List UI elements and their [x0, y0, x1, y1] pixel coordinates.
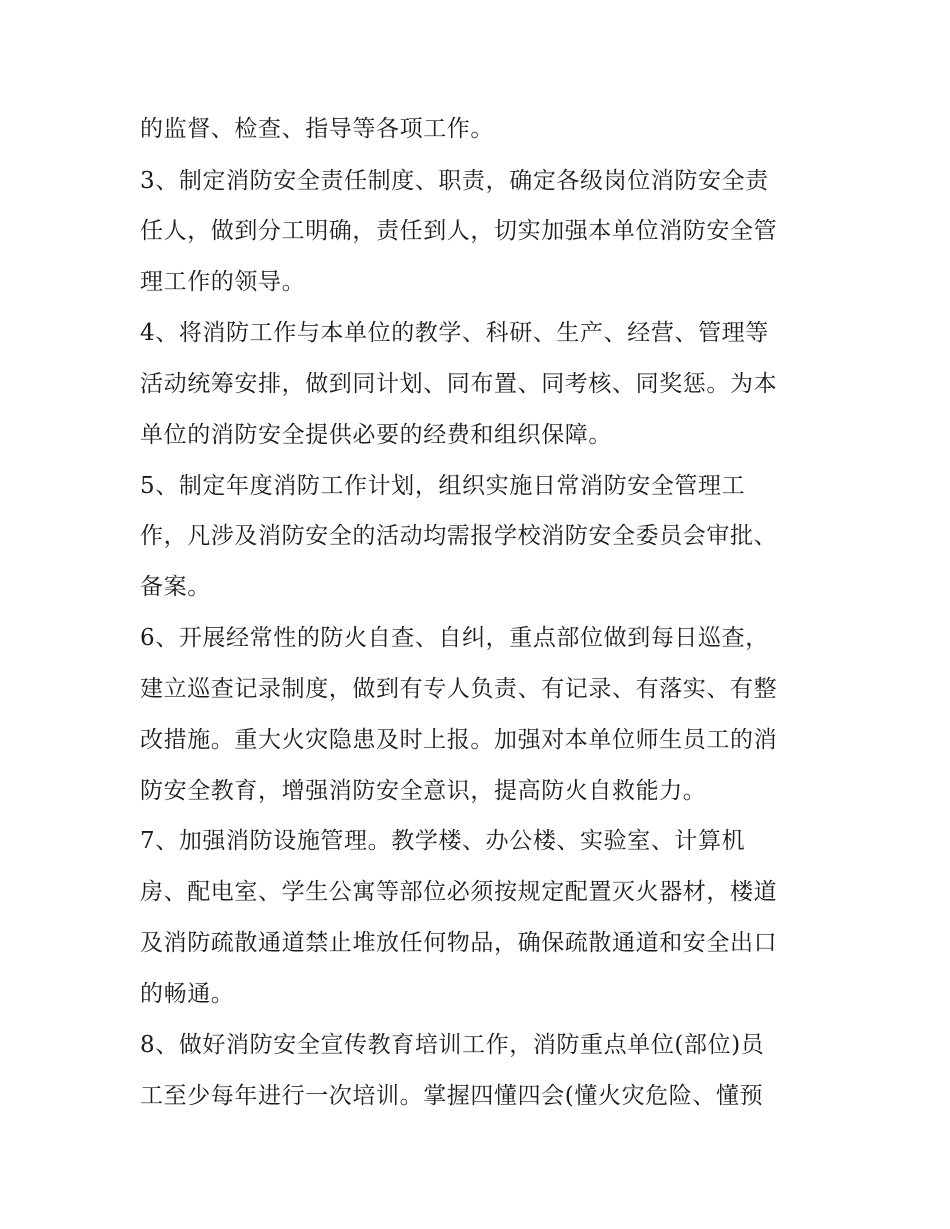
- text-line: 作，凡涉及消防安全的活动均需报学校消防安全委员会审批、: [140, 523, 778, 549]
- text-line: 及消防疏散通道禁止堆放任何物品，确保疏散通道和安全出口: [140, 930, 778, 956]
- text-line: 房、配电室、学生公寓等部位必须按规定配置灭火器材，楼道: [140, 879, 778, 905]
- text-line: 工至少每年进行一次培训。掌握四懂四会(懂火灾危险、懂预: [140, 1083, 764, 1109]
- text-line: 5、制定年度消防工作计划，组织实施日常消防安全管理工: [140, 473, 746, 499]
- text-line: 8、做好消防安全宣传教育培训工作，消防重点单位(部位)员: [140, 1032, 765, 1058]
- text-line: 的畅通。: [140, 981, 235, 1007]
- text-line: 活动统筹安排，做到同计划、同布置、同考核、同奖惩。为本: [140, 371, 778, 397]
- text-line: 备案。: [140, 574, 211, 600]
- text-line: 4、将消防工作与本单位的教学、科研、生产、经营、管理等: [140, 320, 769, 346]
- text-line: 7、加强消防设施管理。教学楼、办公楼、实验室、计算机: [140, 828, 746, 854]
- text-line: 理工作的领导。: [140, 269, 306, 295]
- text-line: 单位的消防安全提供必要的经费和组织保障。: [140, 422, 612, 448]
- text-line: 防安全教育，增强消防安全意识，提高防火自救能力。: [140, 778, 707, 804]
- text-line: 3、制定消防安全责任制度、职责，确定各级岗位消防安全责: [140, 168, 769, 194]
- text-line: 改措施。重大火灾隐患及时上报。加强对本单位师生员工的消: [140, 727, 778, 753]
- text-line: 6、开展经常性的防火自查、自纠，重点部位做到每日巡查，: [140, 625, 769, 651]
- text-line: 任人，做到分工明确，责任到人，切实加强本单位消防安全管: [140, 218, 778, 244]
- text-line: 建立巡查记录制度，做到有专人负责、有记录、有落实、有整: [140, 676, 778, 702]
- text-line: 的监督、检查、指导等各项工作。: [140, 116, 494, 142]
